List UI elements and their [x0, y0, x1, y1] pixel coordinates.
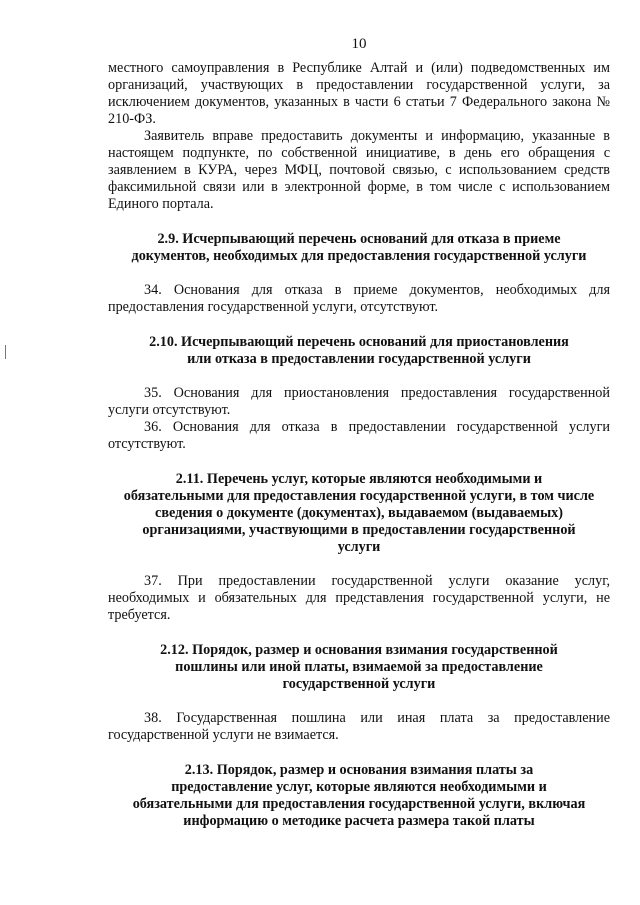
paragraph: 36. Основания для отказа в предоставлении государственной услуги отсутствуют.	[108, 419, 610, 452]
section-heading	[108, 334, 610, 368]
section-heading	[108, 231, 610, 265]
scan-margin-mark	[5, 345, 6, 359]
section-heading	[108, 642, 610, 693]
paragraph: 35. Основания для приостановления предоставления государственной услуги отсутствуют.	[108, 385, 610, 418]
paragraph: 34. Основания для отказа в приеме документов, необходимых для предоставления государственной услуги, отсутствуют.	[108, 282, 610, 315]
section-heading-line: информацию о методике расчета размера такой платы	[183, 813, 535, 829]
paragraph: 37. При предоставлении государственной услуги оказание услуг, необходимых и обязательных для представления государственной услуги, не требуется.	[108, 573, 610, 623]
document-page	[108, 36, 610, 847]
page-number: 10	[351, 36, 367, 52]
section-heading-line: пошлины или иной платы, взимаемой за предоставление	[175, 659, 543, 675]
section-heading-line: документов, необходимых для предоставления государственной услуги	[131, 248, 587, 264]
section-heading-line: 2.13. Порядок, размер и основания взимания платы за	[184, 762, 534, 778]
section-heading-line: 2.12. Порядок, размер и основания взимания государственной	[160, 642, 558, 658]
section-heading-line: организациями, участвующими в предоставлении государственной	[142, 522, 576, 538]
section-heading-line: предоставление услуг, которые являются необходимыми и	[171, 779, 547, 795]
paragraph: 38. Государственная пошлина или иная плата за предоставление государственной услуги не взимается.	[108, 710, 610, 743]
section-heading-line: сведения о документе (документах), выдаваемом (выдаваемых)	[155, 505, 563, 521]
section-heading-line: 2.11. Перечень услуг, которые являются необходимыми и	[175, 471, 543, 487]
section-heading	[108, 471, 610, 556]
section-heading-line: 2.9. Исчерпывающий перечень оснований для отказа в приеме	[157, 231, 561, 247]
paragraph: местного самоуправления в Республике Алтай и (или) подведомственных им организаций, участвующих в предоставлении государственной услуги, за исключением документов, указанных в части 6 статьи 7 Федерального закона № 210-ФЗ.	[108, 60, 610, 127]
section-heading	[108, 762, 610, 830]
section-heading-line: услуги	[337, 539, 381, 555]
section-heading-line: государственной услуги	[282, 676, 436, 692]
paragraph: Заявитель вправе предоставить документы и информацию, указанные в настоящем подпункте, по собственной инициативе, в день его обращения с заявлением в КУРА, через МФЦ, почтовой связью, с использованием средств факсимильной связи или в электронной форме, в том числе с использованием Единого портала.	[108, 128, 610, 212]
section-heading-line: обязательными для предоставления государственной услуги, включая	[132, 796, 586, 812]
section-heading-line: обязательными для предоставления государственной услуги, в том числе	[123, 488, 595, 504]
section-heading-line: или отказа в предоставлении государственной услуги	[187, 351, 531, 367]
section-heading-line: 2.10. Исчерпывающий перечень оснований для приостановления	[149, 334, 569, 350]
document-body	[108, 60, 610, 830]
